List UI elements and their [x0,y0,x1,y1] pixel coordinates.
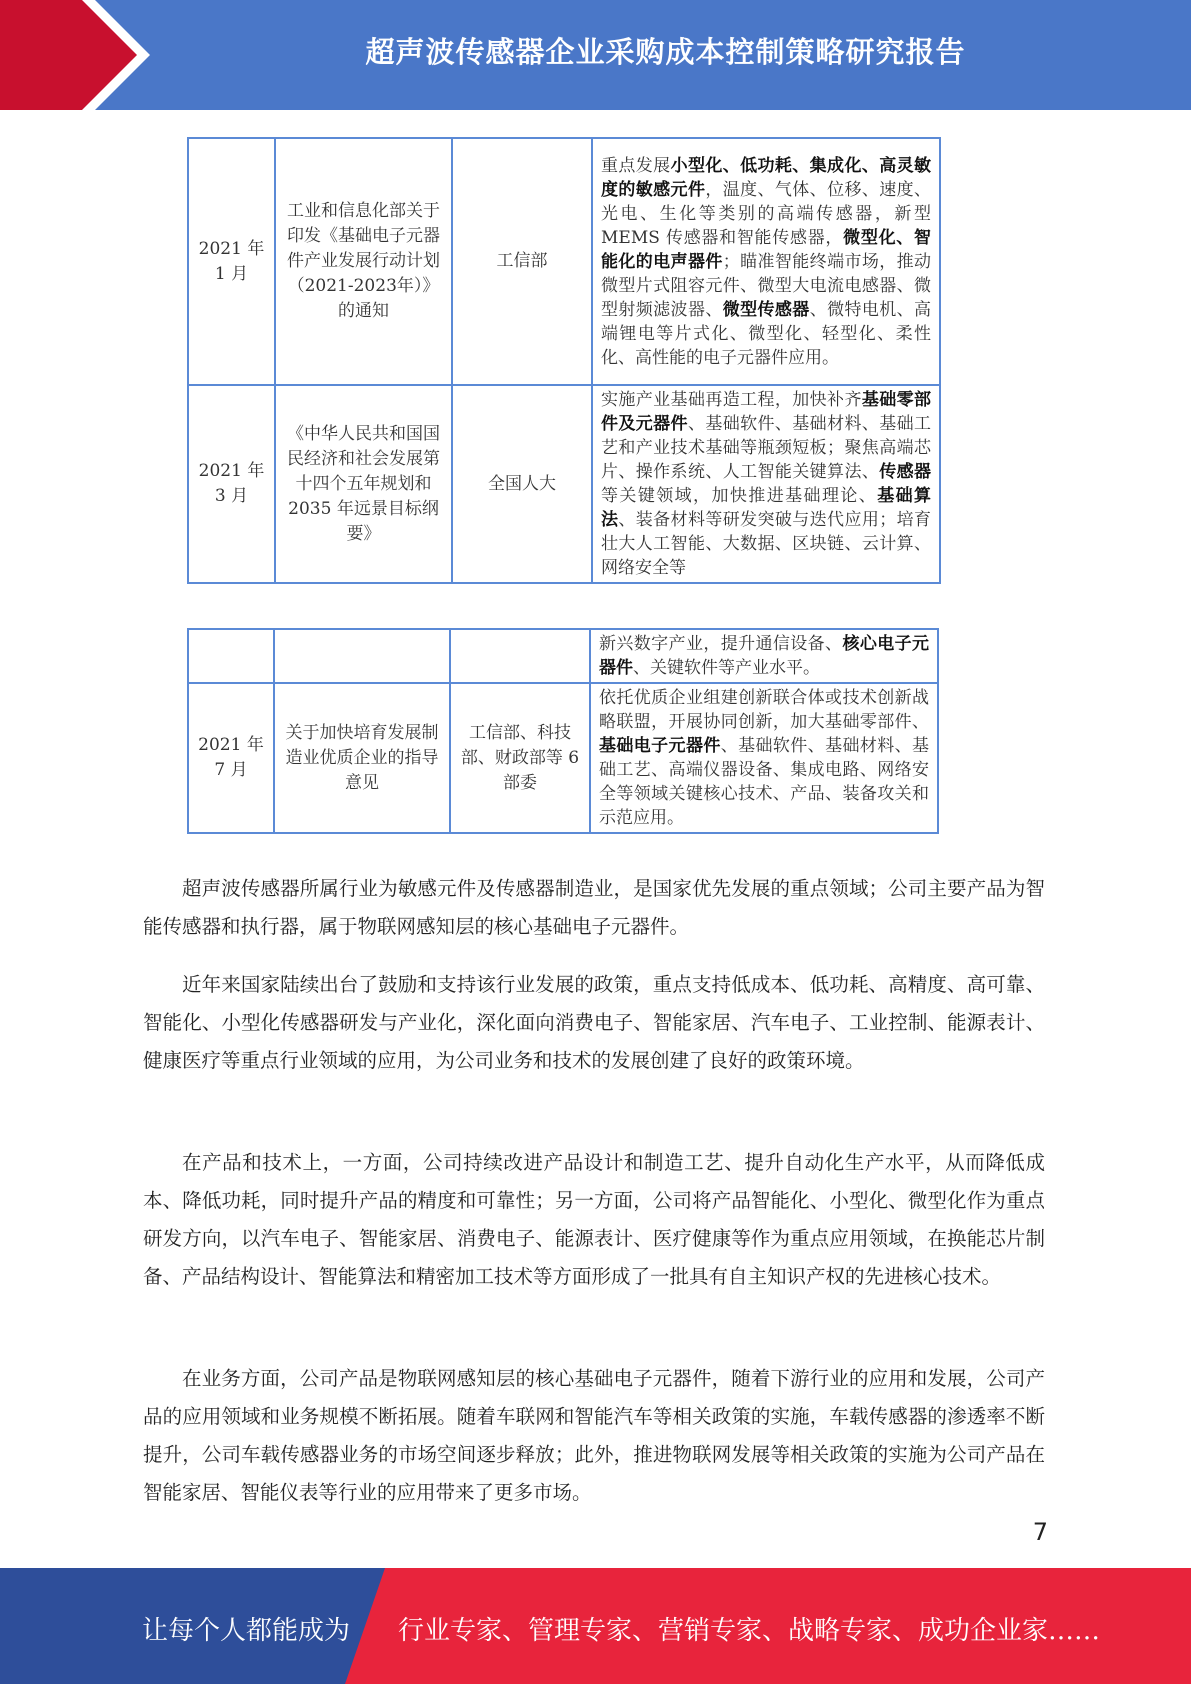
table-row [188,138,940,385]
page-header [0,0,1191,110]
row-date: 2021 年 3 月 [188,385,275,583]
policy-table-part1 [187,137,941,584]
body-paragraph: 近年来国家陆续出台了鼓励和支持该行业发展的政策，重点支持低成本、低功耗、高精度、高可靠、智能化、小型化传感器研发与产业化，深化面向消费电子、智能家居、汽车电子、工业控制、能源表计、健康医疗等重点行业领域的应用，为公司业务和技术的发展创建了良好的政策环境。 [143,973,1045,1072]
row-date [188,629,274,683]
row-policy: 工业和信息化部关于印发《基础电子元器件产业发展行动计划（2021-2023年）》的通知 [275,138,452,385]
body-paragraph: 超声波传感器所属行业为敏感元件及传感器制造业，是国家优先发展的重点领域；公司主要产品为智能传感器和执行器，属于物联网感知层的核心基础电子元器件。 [143,877,1045,938]
row-dept: 工信部 [452,138,592,385]
row-content: 实施产业基础再造工程，加快补齐基础零部件及元器件、基础软件、基础材料、基础工艺和产业技术基础等瓶颈短板；聚焦高端芯片、操作系统、人工智能关键算法、传感器等关键领域，加快推进基础理论、基础算法、装备材料等研发突破与迭代应用；培育壮大人工智能、大数据、区块链、云计算、网络安全等 [592,385,940,583]
header-arrow-decoration [0,0,150,110]
row-date: 2021 年 7 月 [188,683,274,833]
page-number: 7 [1032,1518,1048,1546]
row-dept: 工信部、科技部、财政部等 6 部委 [450,683,590,833]
row-date: 2021 年 1 月 [188,138,275,385]
table-row [188,385,940,583]
table-row [188,683,938,833]
table-row [188,629,938,683]
row-content: 新兴数字产业，提升通信设备、核心电子元器件、关键软件等产业水平。 [590,629,938,683]
row-dept [450,629,590,683]
page-footer [0,1568,1191,1684]
body-paragraph: 在业务方面，公司产品是物联网感知层的核心基础电子元器件，随着下游行业的应用和发展，公司产品的应用领域和业务规模不断拓展。随着车联网和智能汽车等相关政策的实施，车载传感器的渗透率不断提升，公司车载传感器业务的市场空间逐步释放；此外，推进物联网发展等相关政策的实施为公司产品在智能家居、智能仪表等行业的应用带来了更多市场。 [143,1367,1045,1504]
footer-slogan-right: 行业专家、管理专家、营销专家、战略专家、成功企业家…… [398,1616,1101,1646]
report-title: 超声波传感器企业采购成本控制策略研究报告 [365,35,966,69]
footer-slogan-left: 让每个人都能成为 [142,1616,351,1646]
row-content: 重点发展小型化、低功耗、集成化、高灵敏度的敏感元件，温度、气体、位移、速度、光电、生化等类别的高端传感器，新型 MEMS 传感器和智能传感器，微型化、智能化的电声器件；瞄准智能终端市场，推动微型片式阻容元件、微型大电流电感器、微型射频滤波器、微型传感器、微特电机、高端锂电等片式化、微型化、轻型化、柔性化、高性能的电子元器件应用。 [592,138,940,385]
policy-table-part2 [187,628,939,834]
row-policy: 《中华人民共和国国民经济和社会发展第十四个五年规划和 2035 年远景目标纲要》 [275,385,452,583]
row-dept: 全国人大 [452,385,592,583]
row-policy: 关于加快培育发展制造业优质企业的指导意见 [274,683,450,833]
row-content: 依托优质企业组建创新联合体或技术创新战略联盟，开展协同创新，加大基础零部件、基础电子元器件、基础软件、基础材料、基础工艺、高端仪器设备、集成电路、网络安全等领域关键核心技术、产品、装备攻关和示范应用。 [590,683,938,833]
row-policy [274,629,450,683]
body-paragraph: 在产品和技术上，一方面，公司持续改进产品设计和制造工艺、提升自动化生产水平，从而降低成本、降低功耗，同时提升产品的精度和可靠性；另一方面，公司将产品智能化、小型化、微型化作为重点研发方向，以汽车电子、智能家居、消费电子、能源表计、医疗健康等作为重点应用领域，在换能芯片制备、产品结构设计、智能算法和精密加工技术等方面形成了一批具有自主知识产权的先进核心技术。 [143,1151,1045,1288]
